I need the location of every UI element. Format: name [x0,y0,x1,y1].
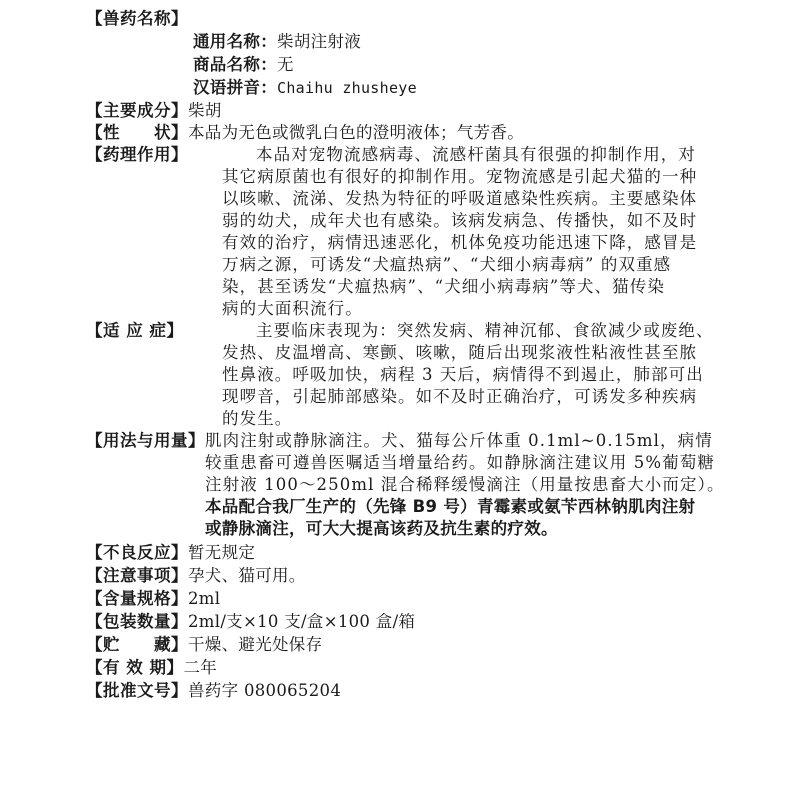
indications-line: 主要临床表现为：突然发病、精神沉郁、食欲减少或废绝、 [256,321,714,340]
dosage-bold-line: 或静脉滴注，可大大提高该药及抗生素的疗效。 [205,519,558,538]
pharmacology-line: 本品对宠物流感病毒、流感杆菌具有很强的抑制作用，对 [256,145,696,164]
section-label-approval: 【批准文号】 [86,681,188,700]
trade-name-row [193,54,294,75]
section-label-precautions: 【注意事项】 [86,566,188,585]
section-label-drug-name: 【兽药名称】 [86,9,188,28]
ingredients-value: 柴胡 [188,101,222,120]
section-label-validity: 【有 效 期】 [86,658,184,677]
section-label-packaging: 【包装数量】 [86,612,188,631]
indications-line: 发热、皮温增高、寒颤、咳嗽，随后出现浆液性粘液性甚至脓 [222,343,698,362]
precautions-row [86,565,306,586]
storage-value: 干燥、避光处保存 [188,635,323,654]
section-label-ingredients: 【主要成分】 [86,101,188,120]
adverse-reactions-row [86,542,255,563]
properties-row [86,122,524,143]
indications-line: 性鼻液。呼吸加快，病程 3 天后，病情得不到遏止，肺部可出 [222,365,704,384]
dosage-bold-line: 本品配合我厂生产的（先锋 B9 号）青霉素或氨苄西林钠肌肉注射 [205,497,696,516]
pharmacology-line: 染，甚至诱发“犬瘟热病”、“犬细小病毒病”等犬、猫传染 [222,277,665,296]
indications-line: 的发生。 [222,409,293,428]
generic-name-label: 通用名称： [193,32,277,51]
validity-row [86,657,217,678]
precautions-value: 孕犬、猫可用。 [188,566,306,585]
trade-name-value: 无 [277,55,294,74]
pinyin-row [193,77,417,98]
pharmacology-line: 以咳嗽、流涕、发热为特征的呼吸道感染性疾病。主要感染体 [222,189,698,208]
packaging-value: 2ml/支×10 支/盒×100 盒/箱 [188,612,416,631]
storage-row [86,634,322,655]
section-label-properties: 【性 状】 [86,123,188,142]
pharmacology-line: 弱的幼犬，成年犬也有感染。该病发病急、传播快，如不及时 [222,211,698,230]
pharmacology-line: 有效的治疗，病情迅速恶化，机体免疫功能迅速下降，感冒是 [222,233,698,252]
adverse-reactions-value: 暂无规定 [188,543,256,562]
dosage-line: 肌肉注射或静脉滴注。犬、猫每公斤体重 0.1ml~0.15ml，病情 [205,431,713,450]
specification-value: 2ml [188,589,221,608]
pharmacology-line: 其它病原菌也有很好的抑制作用。宠物流感是引起犬猫的一种 [222,167,698,186]
section-label-adverse-reactions: 【不良反应】 [86,543,188,562]
approval-value: 兽药字 080065204 [188,681,342,700]
section-label-indications: 【适 应 症】 [86,321,184,340]
dosage-line: 注射液 100～250ml 混合稀释缓慢滴注（用量按患畜大小而定）。 [205,475,725,494]
pharmacology-line: 病的大面积流行。 [222,299,363,318]
properties-value: 本品为无色或微乳白色的澄明液体；气芳香。 [188,123,524,142]
pinyin-value: Chaihu zhusheye [277,79,417,97]
section-label-dosage: 【用法与用量】 [86,431,205,450]
validity-value: 二年 [183,658,218,677]
generic-name-row [193,31,361,52]
section-label-specification: 【含量规格】 [86,589,188,608]
dosage-line: 较重患畜可遵兽医嘱适当增量给药。如静脉滴注建议用 5%葡萄糖 [205,453,715,472]
section-label-storage: 【贮 藏】 [86,635,188,654]
trade-name-label: 商品名称： [193,55,277,74]
generic-name-value: 柴胡注射液 [277,32,361,51]
packaging-row [86,611,415,632]
pharmacology-line: 万病之源，可诱发“犬瘟热病”、“犬细小病毒病” 的双重感 [222,255,672,274]
ingredients-row [86,100,222,121]
specification-row [86,588,220,609]
pinyin-label: 汉语拼音： [193,78,277,97]
approval-row [86,680,341,701]
indications-line: 现啰音，引起肺部感染。如不及时正确治疗，可诱发多种疾病 [222,387,698,406]
section-label-pharmacology: 【药理作用】 [86,145,188,164]
